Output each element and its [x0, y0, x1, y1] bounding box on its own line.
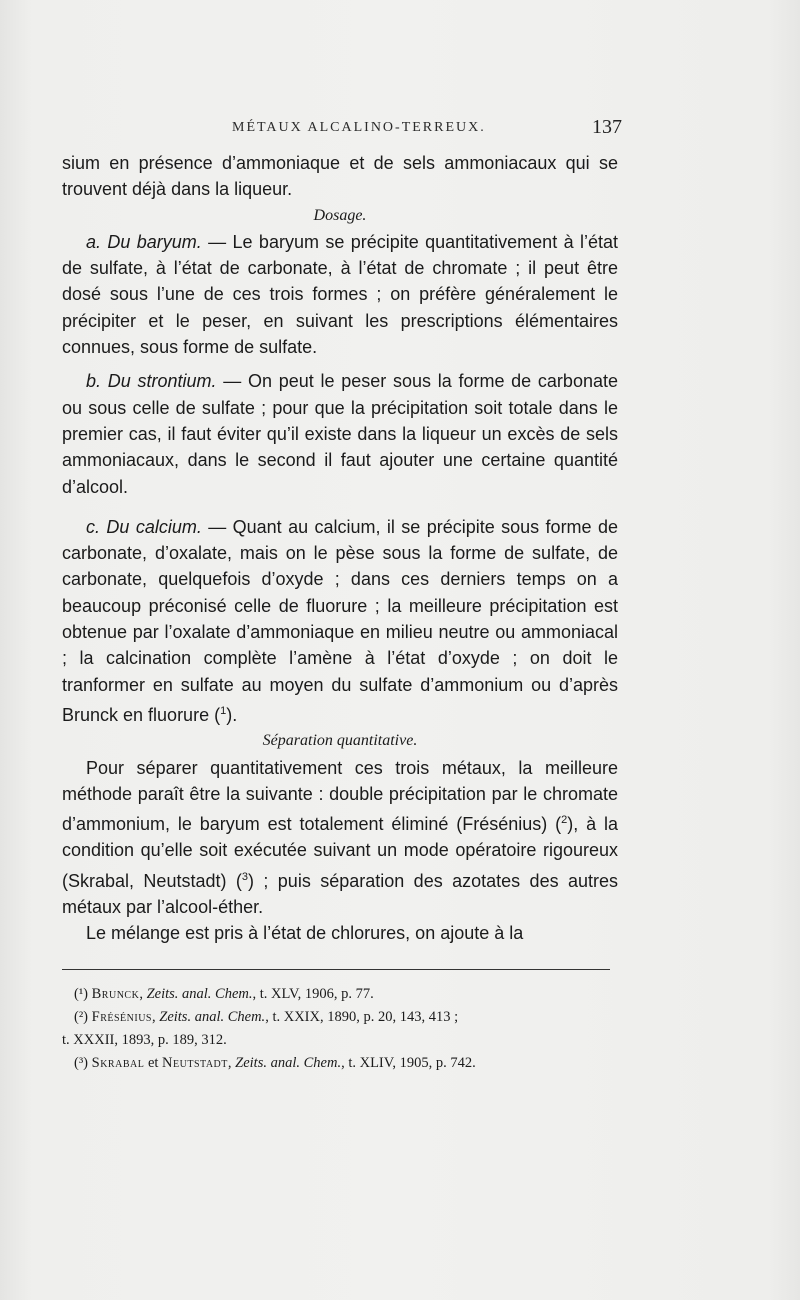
- item-title: Du strontium.: [107, 371, 217, 392]
- body-text: [62, 150, 618, 947]
- footnote-author: Brunck: [91, 986, 140, 1002]
- item-title: Du calcium.: [106, 516, 202, 537]
- footnote-2: (²) Frésénius, Zeits. anal. Chem., t. XXIX, 1890, p. 20, 143, 413 ;: [74, 1009, 459, 1025]
- footnotes: [62, 983, 618, 1075]
- intro-paragraph: sium en présence d’ammoniaque et de sels ammoniacaux qui se trouvent déjà dans la liqueur.: [62, 153, 618, 200]
- footnote-joiner: et: [144, 1055, 163, 1071]
- footnote-ref: 3: [241, 870, 248, 883]
- paragraph-strontium: [62, 368, 618, 499]
- paragraph-last: Le mélange est pris à l’état de chlorures, on ajoute à la: [86, 923, 524, 944]
- footnote-journal: Zeits. anal. Chem.: [146, 986, 253, 1002]
- paragraph-separation: [62, 755, 618, 921]
- paragraph-text-end: ).: [226, 704, 238, 725]
- paragraph-text: Pour séparer quantitativement ces trois métaux, la meilleure méthode paraît être la suivante : double précipitation par le chromate d’ammonium, le baryum est totalement éliminé (Frésénius) (: [62, 757, 618, 835]
- footnote-1: (¹) Brunck, Zeits. anal. Chem., t. XLV, 1906, p. 77.: [74, 986, 374, 1002]
- paragraph-text: — Le baryum se précipite quantitativement à l’état de sulfate, à l’état de carbonate, à l’état de chromate ; il peut être dosé sous l’une de ces trois formes ; on préfère généralement le précipiter et le peser, en suivant les prescriptions élémentaires connues, sous forme de sulfate.: [62, 231, 618, 358]
- footnote-rule: [62, 969, 610, 970]
- paragraph-text: ) ; puis séparation des azotates des autres métaux par l’alcool-éther.: [62, 870, 619, 918]
- footnote-mark: (²): [74, 1009, 89, 1025]
- footnote-3: (³) Skrabal et Neutstadt, Zeits. anal. Chem., t. XLIV, 1905, p. 742.: [74, 1055, 476, 1071]
- item-label: b.: [86, 371, 102, 392]
- footnote-mark: (¹): [74, 986, 89, 1002]
- footnote-ref-details: , t. XLIV, 1905, p. 742.: [341, 1055, 476, 1071]
- footnote-ref: 1: [220, 704, 227, 717]
- paragraph-calcium: [62, 514, 618, 728]
- running-head: MÉTAUX ALCALINO-TERREUX.: [232, 120, 486, 135]
- page-number: 137: [592, 116, 622, 138]
- page-header: [62, 116, 622, 146]
- section-heading-separation: Séparation quantitative.: [262, 732, 418, 750]
- section-heading-dosage: Dosage.: [313, 206, 367, 224]
- footnote-ref: 2: [561, 814, 568, 827]
- item-label: c.: [86, 516, 101, 537]
- footnote-ref-details: , t. XXIX, 1890, p. 20, 143, 413 ;: [265, 1009, 459, 1025]
- footnote-journal: Zeits. anal. Chem.: [159, 1009, 266, 1025]
- item-title: Du baryum.: [107, 231, 202, 252]
- paragraph-text: ), à la condition qu’elle soit exécutée suivant un mode opératoire rigoureux (Skrabal, Neutstadt) (: [62, 814, 618, 891]
- footnote-2-continuation: t. XXXII, 1893, p. 189, 312.: [62, 1032, 227, 1048]
- item-label: a.: [86, 231, 102, 252]
- footnote-journal: Zeits. anal. Chem.: [235, 1055, 342, 1071]
- paragraph-baryum: [62, 229, 618, 360]
- footnote-author: Frésénius: [91, 1009, 152, 1025]
- footnote-mark: (³): [74, 1055, 89, 1071]
- paragraph-text: — On peut le peser sous la forme de carbonate ou sous celle de sulfate ; pour que la précipitation soit totale dans le premier cas, il faut éviter qu’il existe dans la liqueur un excès de sels ammoniacaux, dans le second il faut ajouter une certaine quantité d’alcool.: [62, 371, 618, 497]
- footnote-author-2: Neutstadt: [162, 1055, 228, 1071]
- footnote-author: Skrabal: [91, 1055, 145, 1071]
- footnote-ref-details: , t. XLV, 1906, p. 77.: [252, 986, 374, 1002]
- paragraph-text: — Quant au calcium, il se précipite sous forme de carbonate, d’oxalate, mais on le pèse sous la forme de sulfate, de carbonate, quelquefois d’oxyde ; dans ces derniers temps on a beaucoup préconisé celle de fluorure ; la meilleure précipitation est obtenue par l’oxalate d’ammoniaque en milieu neutre ou ammoniacal ; la calcination complète l’amène à l’état d’oxyde ; on doit le tranformer en sulfate au moyen du sulfate d’ammonium ou d’après Brunck en fluorure (: [62, 516, 618, 725]
